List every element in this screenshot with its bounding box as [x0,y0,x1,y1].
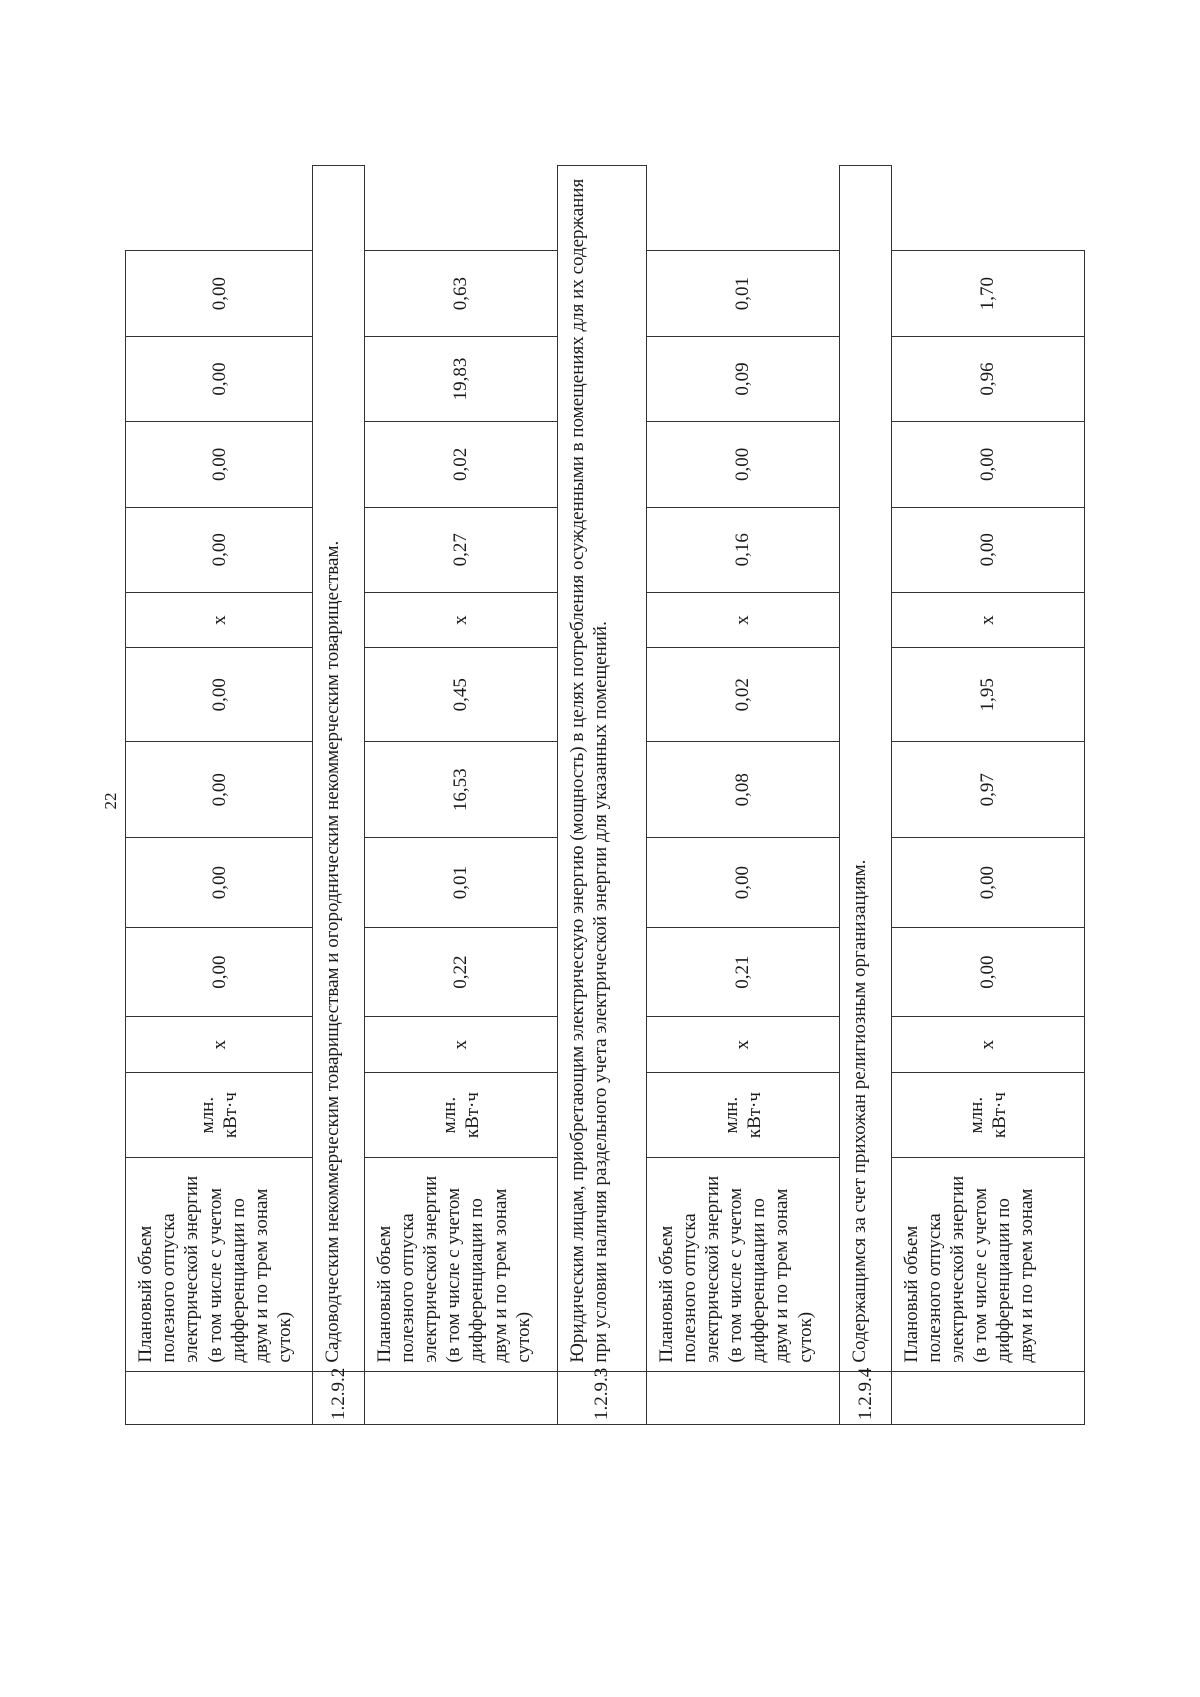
value-cell: 1,70 [891,251,1085,336]
section-row [558,166,646,1425]
table-row [646,166,839,1425]
value-cell: x [364,1017,557,1072]
value-cell: 0,00 [126,742,313,838]
value-cell: 0,21 [646,927,839,1017]
row-number-cell [126,1371,313,1424]
value-cell: 0,00 [891,927,1085,1017]
value-cell: 0,97 [891,742,1085,838]
value-cell: 0,00 [646,422,839,507]
value-cell: x [364,592,557,647]
page-number: 22 [101,792,120,810]
value-cell: 0,00 [126,336,313,421]
value-cell: x [126,592,313,647]
value-cell: 0,45 [364,648,557,742]
unit-cell: млн. кВт·ч [126,1072,313,1157]
value-cell: 0,08 [646,742,839,838]
value-cell: 0,01 [364,838,557,928]
rotated-table-wrapper [125,165,1085,1425]
value-cell: 0,02 [646,648,839,742]
value-cell: 0,09 [646,336,839,421]
value-cell: 19,83 [364,336,557,421]
row-number-cell: 1.2.9.4 [840,1371,891,1424]
value-cell: 0,00 [891,422,1085,507]
value-cell: 0,00 [126,838,313,928]
value-cell: x [646,592,839,647]
value-cell: x [126,1017,313,1072]
table-row [126,166,313,1425]
section-title: Содержащимся за счет прихожан религиозным организациям. [840,166,891,1372]
value-cell: 0,00 [891,838,1085,928]
value-cell: 0,02 [364,422,557,507]
tariff-table [125,165,1085,1425]
unit-cell: млн. кВт·ч [646,1072,839,1157]
section-row [313,166,364,1425]
value-cell: 0,96 [891,336,1085,421]
value-cell: 0,00 [126,648,313,742]
value-cell: x [891,592,1085,647]
value-cell: 0,00 [126,251,313,336]
section-title: Юридическим лицам, приобретающим электрическую энергию (мощность) в целях потребления осужденными в помещениях для их содержания при условии наличия раздельного учета электрической энергии для указанных помещений. [558,166,646,1372]
row-number-cell [891,1371,1085,1424]
unit-cell: млн. кВт·ч [891,1072,1085,1157]
indicator-name-cell: Плановый объем полезного отпуска электрической энергии (в том числе с учетом дифференциации по двум и по трем зонам суток) [364,1158,557,1371]
value-cell: 0,00 [891,507,1085,592]
value-cell: x [646,1017,839,1072]
section-row [840,166,891,1425]
value-cell: 1,95 [891,648,1085,742]
indicator-name-cell: Плановый объем полезного отпуска электрической энергии (в том числе с учетом дифференциации по двум и по трем зонам [891,1158,1085,1371]
value-cell: 0,63 [364,251,557,336]
value-cell: 0,01 [646,251,839,336]
value-cell: 16,53 [364,742,557,838]
value-cell: 0,16 [646,507,839,592]
value-cell: 0,22 [364,927,557,1017]
indicator-name-cell: Плановый объем полезного отпуска электрической энергии (в том числе с учетом дифференциации по двум и по трем зонам суток) [646,1158,839,1371]
row-number-cell [646,1371,839,1424]
value-cell: 0,27 [364,507,557,592]
value-cell: 0,00 [126,507,313,592]
section-title: Садоводческим некоммерческим товариществам и огородническим некоммерческим товариществам. [313,166,364,1372]
value-cell: 0,00 [646,838,839,928]
unit-cell: млн. кВт·ч [364,1072,557,1157]
row-number-cell: 1.2.9.3 [558,1371,646,1424]
row-number-cell: 1.2.9.2 [313,1371,364,1424]
value-cell: 0,00 [126,422,313,507]
row-number-cell [364,1371,557,1424]
value-cell: x [891,1017,1085,1072]
value-cell: 0,00 [126,927,313,1017]
indicator-name-cell: Плановый объем полезного отпуска электрической энергии (в том числе с учетом дифференциации по двум и по трем зонам суток) [126,1158,313,1371]
table-row [891,166,1085,1425]
table-row [364,166,557,1425]
